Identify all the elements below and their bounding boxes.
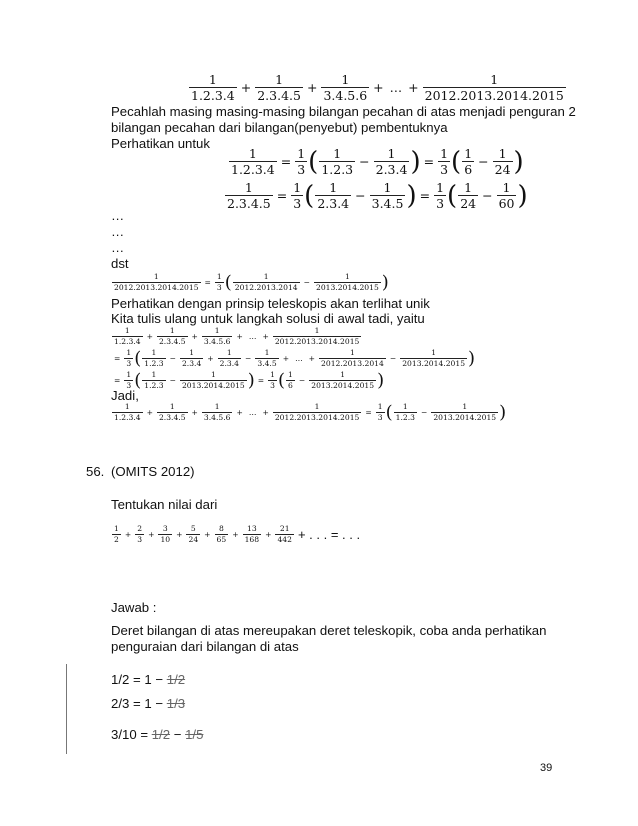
ellipsis-line: … (111, 240, 125, 255)
para1-line3: Perhatikan untuk (111, 136, 210, 151)
ellipsis-line: … (111, 208, 125, 223)
step-equation-1: $\frac{1}{1.2.3.4}$ = $\frac{1}{3}$ ( $\frac{1}{1.2.3}$ − $\frac{1}{2.3.4}$ ) = $\frac{1}{3}$ ( $\frac{1}{6}$ − $\frac{1}{24}$ ) (231, 146, 524, 177)
answer-line1: Deret bilangan di atas mereupakan deret teleskopik, coba anda perhatikan (111, 623, 547, 638)
ellipsis-line: … (111, 224, 125, 239)
margin-change-bar (66, 664, 67, 754)
dst-label: dst (111, 256, 129, 271)
fraction: $\frac{1}{3.4.5.6}$ (323, 72, 368, 103)
fraction: $\frac{1}{1.2.3.4}$ (191, 72, 235, 103)
fraction: $\frac{1}{2012.2013.2014.2015}$ (424, 72, 564, 103)
header-equation: $\frac{1}{1.2.3.4}$ + $\frac{1}{2.3.4.5}$ + $\frac{1}{3.4.5.6}$ + … + $\frac{1}{2012.2013.2014.2015}$ (191, 72, 564, 103)
simplified-equation: = $\frac{1}{3}$ ( $\frac{1}{1.2.3}$ − $\frac{1}{2013.2014.2015}$ ) = $\frac{1}{3}$ ( $\frac{1}{6}$ − $\frac{1}{2013.2014.2015}$ ) (114, 369, 385, 391)
para1-line1: Pecahlah masing masing-masing bilangan pecahan di atas menjadi penguran 2 (111, 104, 576, 119)
problem-source: (OMITS 2012) (111, 464, 195, 479)
problem-prompt: Tentukan nilai dari (111, 497, 218, 512)
answer-line2: penguraian dari bilangan di atas (111, 639, 299, 654)
answer-label: Jawab : (111, 600, 157, 615)
para1-line2: bilangan pecahan dari bilangan(penyebut) pembentuknya (111, 120, 448, 135)
sum-equation: $\frac{1}{1.2.3.4}$ + $\frac{1}{2.3.4.5}$ + $\frac{1}{3.4.5.6}$ + … + $\frac{1}{2012.2013.2014.2015}$ (114, 326, 360, 346)
jadi-label: Jadi, (111, 388, 139, 403)
answer-row-3: 3/10 = 1/2 − 1/5 (111, 727, 204, 742)
problem-series: $\frac{1}{2}$ + $\frac{2}{3}$ + $\frac{3}{10}$ + $\frac{5}{24}$ + $\frac{8}{65}$ + $\frac{13}{168}$ + $\frac{21}{442}$ + . . . = . . . (114, 524, 361, 544)
answer-row-1: 1/2 = 1 − 1/2 (111, 672, 186, 687)
problem-number: 56. (86, 464, 105, 479)
telescoping-equation: = $\frac{1}{3}$ ( $\frac{1}{1.2.3}$ − $\frac{1}{2.3.4}$ + $\frac{1}{2.3.4}$ − $\frac{1}{3.4.5}$ + … + $\frac{1}{2012.2013.2014}$ − $\frac{1}{2013.2014.2015}$ ) (114, 347, 476, 369)
fraction: $\frac{1}{2.3.4.5}$ (257, 72, 301, 103)
step-equation-2: $\frac{1}{2.3.4.5}$ = $\frac{1}{3}$ ( $\frac{1}{2.3.4}$ − $\frac{1}{3.4.5}$ ) = $\frac{1}{3}$ ( $\frac{1}{24}$ − $\frac{1}{60}$ ) (227, 180, 528, 211)
answer-row-2: 2/3 = 1 − 1/3 (111, 696, 186, 711)
para2-line1: Perhatikan dengan prinsip teleskopis akan terlihat unik (111, 296, 430, 311)
general-equation: $\frac{1}{2012.2013.2014.2015}$ = $\frac{1}{3}$ ( $\frac{1}{2012.2013.2014}$ − $\frac{1}{2013.2014.2015}$ ) (114, 271, 389, 293)
para2-line2: Kita tulis ulang untuk langkah solusi di awal tadi, yaitu (111, 311, 425, 326)
page-number: 39 (540, 762, 553, 774)
final-equation: $\frac{1}{1.2.3.4}$ + $\frac{1}{2.3.4.5}$ + $\frac{1}{3.4.5.6}$ + … + $\frac{1}{2012.2013.2014.2015}$ = $\frac{1}{3}$ ( $\frac{1}{1.2.3}$ − $\frac{1}{2013.2014.2015}$ ) (114, 401, 507, 423)
